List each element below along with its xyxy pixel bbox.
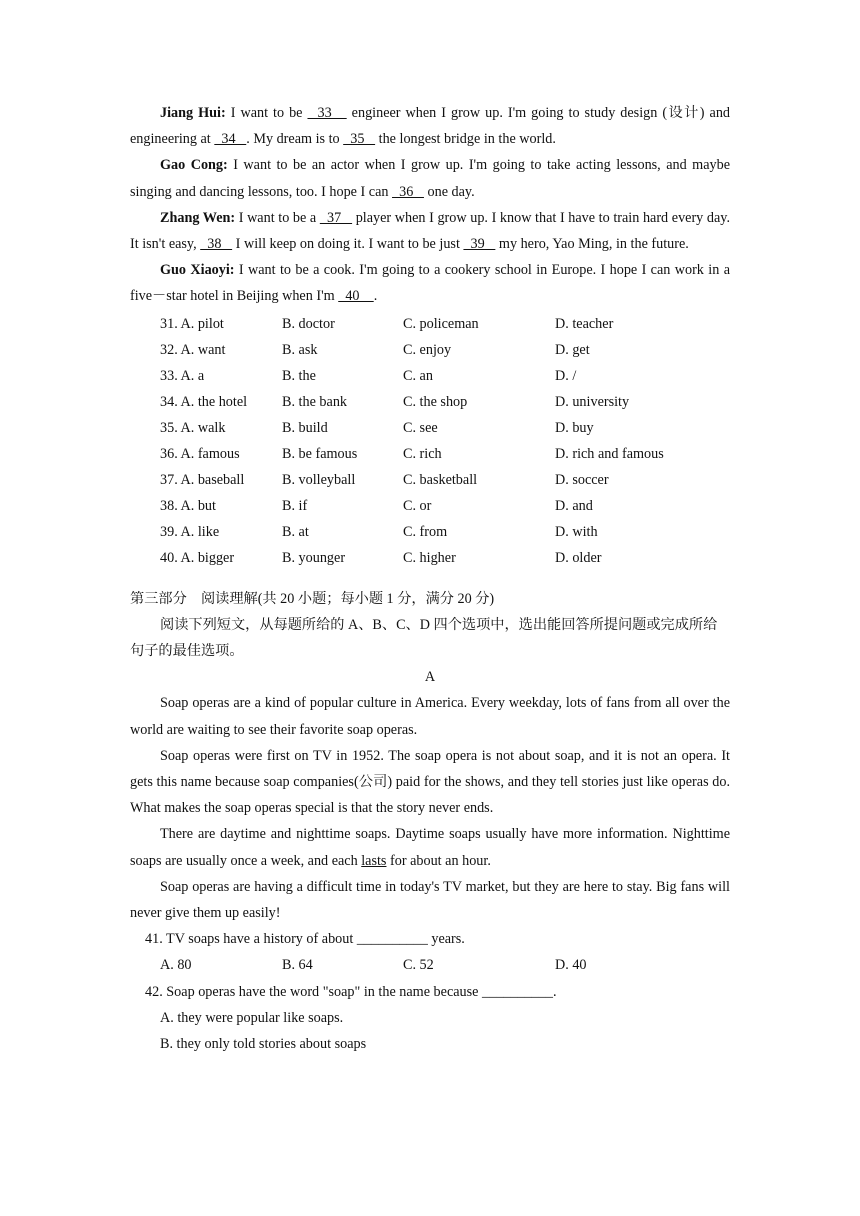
question-42-option-a: A. they were popular like soaps. bbox=[160, 1009, 344, 1026]
option-row-35 bbox=[130, 415, 730, 441]
option-row-39 bbox=[130, 519, 730, 545]
section-heading: 第三部分 阅读理解(共 20 小题；每小题 1 分，满分 20 分) bbox=[130, 590, 495, 607]
text: . bbox=[373, 288, 378, 305]
option-b: B. doctor bbox=[282, 315, 335, 332]
option-d: D. teacher bbox=[555, 315, 614, 332]
option-c: C. basketball bbox=[403, 472, 478, 489]
option-d: D. buy bbox=[555, 420, 594, 436]
passage-paragraph-3 bbox=[130, 821, 730, 873]
text: engineer when I grow up. I'm going to study design (设计) and engineering at bbox=[130, 105, 731, 148]
option-b: B. the bank bbox=[282, 393, 348, 410]
option-row-38 bbox=[130, 493, 730, 519]
option-b: B. build bbox=[282, 420, 328, 436]
option-d: D. older bbox=[555, 550, 602, 567]
text: the longest bridge in the world. bbox=[375, 131, 556, 148]
question-41: 41. TV soaps have a history of about __________ years. bbox=[145, 931, 465, 948]
blank-34: 34 bbox=[214, 131, 247, 148]
option-c: C. an bbox=[403, 367, 433, 384]
passage-title: A bbox=[424, 669, 436, 686]
question-41-options bbox=[130, 952, 730, 978]
text: I will keep on doing it. I want to be just bbox=[232, 236, 464, 253]
cloze-options-table bbox=[130, 311, 730, 572]
option-d: D. get bbox=[555, 341, 590, 358]
blank-35: 35 bbox=[343, 131, 376, 148]
option-d: D. / bbox=[555, 367, 577, 384]
text: There are daytime and nighttime soaps. Daytime soaps usually have more information. Nighttime soaps are usually once a week, and each bbox=[130, 826, 730, 869]
option-a: 35. A. walk bbox=[160, 420, 226, 436]
option-c: C. see bbox=[403, 420, 438, 436]
option-b: B. be famous bbox=[282, 446, 358, 463]
option-row-34 bbox=[130, 389, 730, 415]
text: player when I grow up. I know that I have to train hard every day. It isn't easy, bbox=[130, 209, 730, 253]
option-c: C. policeman bbox=[403, 315, 479, 332]
option-d: D. 40 bbox=[555, 957, 587, 974]
question-42-option-b: B. they only told stories about soaps bbox=[160, 1036, 367, 1052]
passage-paragraph-4: Soap operas are having a difficult time in today's TV market, but they are here to stay. Big fans will never give them up easily! bbox=[130, 878, 730, 921]
text: I want to be a bbox=[235, 209, 320, 226]
option-a: 32. A. want bbox=[160, 341, 226, 358]
speaker-name: Gao Cong: bbox=[160, 157, 228, 174]
option-b: B. 64 bbox=[282, 957, 313, 974]
option-b: B. volleyball bbox=[282, 472, 356, 489]
option-a: 39. A. like bbox=[160, 524, 220, 541]
section-instruction: 阅读下列短文，从每题所给的 A、B、C、D 四个选项中，选出能回答所提问题或完成所给句子的最佳选项。 bbox=[130, 616, 718, 659]
text: for about an hour. bbox=[386, 852, 491, 869]
cloze-paragraph-jiang-hui bbox=[130, 100, 730, 152]
text: . My dream is to bbox=[246, 131, 344, 148]
option-a: 34. A. the hotel bbox=[160, 393, 248, 410]
page-content bbox=[130, 100, 730, 1057]
option-c: C. from bbox=[403, 524, 448, 541]
blank-37: 37 bbox=[319, 209, 353, 226]
option-c: C. or bbox=[403, 498, 432, 515]
option-a: 37. A. baseball bbox=[160, 472, 245, 489]
option-row-37 bbox=[130, 467, 730, 493]
blank-38: 38 bbox=[200, 236, 233, 253]
question-42: 42. Soap operas have the word "soap" in the name because __________. bbox=[145, 983, 557, 1000]
option-c: C. enjoy bbox=[403, 341, 452, 358]
text: one day. bbox=[423, 183, 475, 200]
option-c: C. higher bbox=[403, 550, 456, 567]
underlined-word: lasts bbox=[361, 852, 387, 869]
option-c: C. rich bbox=[403, 446, 442, 463]
option-row-32 bbox=[130, 337, 730, 363]
option-d: D. with bbox=[555, 524, 598, 541]
option-b: B. younger bbox=[282, 550, 346, 567]
cloze-passage bbox=[130, 100, 730, 310]
speaker-name: Guo Xiaoyi: bbox=[160, 262, 235, 279]
option-row-36 bbox=[130, 441, 730, 467]
option-d: D. university bbox=[555, 393, 630, 410]
passage-paragraph-1: Soap operas are a kind of popular culture in America. Every weekday, lots of fans from all over the world are waiting to see their favorite soap operas. bbox=[130, 695, 730, 738]
passage-paragraph-2: Soap operas were first on TV in 1952. The soap opera is not about soap, and it is not an opera. It gets this name because soap companies(公司) paid for the shows, and they tell stories just like operas do. What makes the soap operas special is that the story never ends. bbox=[130, 747, 730, 817]
text: my hero, Yao Ming, in the future. bbox=[495, 236, 689, 253]
option-b: B. ask bbox=[282, 341, 318, 358]
cloze-paragraph-guo-xiaoyi bbox=[130, 257, 730, 309]
option-a: 31. A. pilot bbox=[160, 315, 224, 332]
text: I want to be an actor when I grow up. I'm going to take acting lessons, and maybe singing and dancing lessons, too. I hope I can bbox=[130, 157, 730, 200]
option-a: 33. A. a bbox=[160, 367, 205, 384]
option-c: C. the shop bbox=[403, 393, 468, 410]
option-a: 38. A. but bbox=[160, 498, 216, 515]
option-a: 36. A. famous bbox=[160, 446, 240, 463]
cloze-paragraph-zhang-wen bbox=[130, 205, 730, 257]
cloze-paragraph-gao-cong bbox=[130, 152, 730, 204]
option-b: B. if bbox=[282, 498, 308, 515]
text: I want to be a cook. I'm going to a cookery school in Europe. I hope I can work in a five－star hotel in Beijing when I'm bbox=[130, 262, 730, 305]
blank-40: 40 bbox=[338, 288, 374, 305]
option-d: D. and bbox=[555, 498, 593, 515]
speaker-name: Jiang Hui: bbox=[160, 105, 226, 121]
option-b: B. the bbox=[282, 367, 316, 384]
option-d: D. rich and famous bbox=[555, 446, 664, 463]
option-row-31 bbox=[130, 311, 730, 337]
option-c: C. 52 bbox=[403, 957, 434, 974]
text: I want to be bbox=[225, 105, 308, 121]
option-row-33 bbox=[130, 363, 730, 389]
blank-33: 33 bbox=[307, 105, 347, 121]
option-a: 40. A. bigger bbox=[160, 550, 235, 567]
blank-36: 36 bbox=[392, 183, 424, 200]
blank-39: 39 bbox=[463, 236, 496, 253]
option-row-40 bbox=[130, 545, 730, 571]
option-b: B. at bbox=[282, 524, 309, 541]
option-a: A. 80 bbox=[160, 957, 192, 974]
speaker-name: Zhang Wen: bbox=[160, 209, 236, 226]
option-d: D. soccer bbox=[555, 472, 609, 489]
